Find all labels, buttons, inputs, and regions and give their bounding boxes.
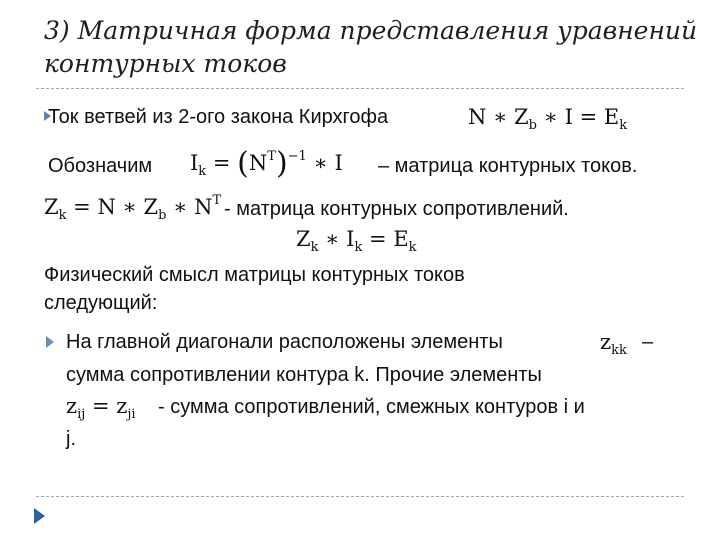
loop-current-text: – матрица контурных токов. (378, 155, 638, 177)
loop-equation: $Z_k$ ∗ $I_k = E_k$ (296, 227, 417, 255)
loop-resistance-formula: $Z_k = N$ ∗ $Z_b$ ∗ $N^T$ (44, 193, 222, 223)
next-slide-icon[interactable] (34, 508, 45, 524)
diagonal-element: $z_{kk}$ (600, 330, 627, 358)
bullet-line2-text: сумма сопротивлении контура k. Прочие элементы (66, 364, 542, 386)
bullet-dash: – (642, 331, 654, 353)
bullet-line1-text: На главной диагонали расположены элементы (66, 331, 503, 353)
slide-title: 3) Матричная форма представления уравнений контурных токов (44, 16, 698, 78)
bullet-line3-text: - сумма сопротивлений, смежных контуров i и (158, 396, 585, 418)
bullet-line4-text: j. (66, 428, 76, 450)
physical-meaning-line2: следующий: (44, 292, 158, 314)
physical-meaning-line1: Физический смысл матрицы контурных токов (44, 264, 465, 286)
kirchhoff-text: Ток ветвей из 2-ого закона Кирхгофа (48, 106, 389, 128)
title-divider (36, 88, 684, 89)
denote-text: Обозначим (48, 155, 153, 177)
bullet-triangle-icon (46, 336, 54, 348)
loop-current-formula: $I_k = (N^T)^{-1}$ ∗ I (190, 146, 343, 181)
bottom-divider (36, 496, 684, 497)
offdiag-elements: $z_{ij} = z_{ji}$ (66, 394, 136, 422)
loop-resistance-text: - матрица контурных сопротивлений. (224, 198, 569, 220)
kirchhoff-equation: N ∗ $Z_b$ ∗ $I = E_k$ (468, 105, 628, 133)
